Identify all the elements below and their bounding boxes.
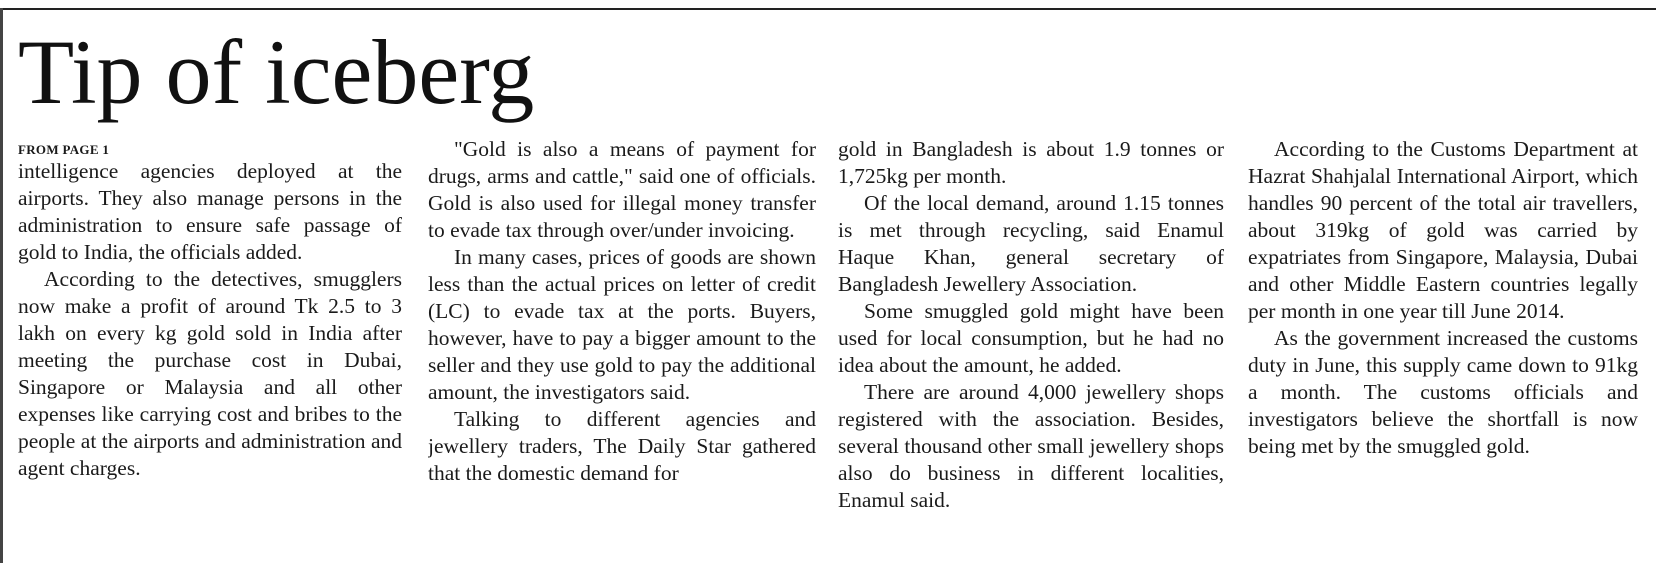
jump-label: FROM PAGE 1 [18,142,110,157]
column-3 [838,136,1224,556]
paragraph: As the government increased the customs duty in June, this supply came down to 91kg a month. The customs officials and investigators believe the shortfall is now being met by the smuggled gold. [1248,326,1638,458]
paragraph: gold in Bangladesh is about 1.9 tonnes or 1,725kg per month. [838,137,1224,188]
left-rule [0,8,3,563]
paragraph: Of the local demand, around 1.15 tonnes is met through recycling, said Enamul Haque Khan, general secretary of Bangladesh Jewellery Association. [838,191,1224,296]
column-1 [18,136,402,556]
headline: Tip of iceberg [18,21,535,123]
paragraph: In many cases, prices of goods are shown less than the actual prices on letter of credit (LC) to evade tax at the ports. Buyers, however, have to pay a bigger amount to the seller and they use gold to pay the additional amount, the investigators said. [428,245,816,404]
paragraph: According to the Customs Department at Hazrat Shahjalal International Airport, which handles 90 percent of the total air travellers, about 319kg of gold was carried by expatriates from Singapore, Malaysia, Dubai and other Middle Eastern countries legally per month in one year till June 2014. [1248,137,1638,323]
paragraph: There are around 4,000 jewellery shops registered with the association. Besides, several thousand other small jewellery shops also do business in different localities, Enamul said. [838,380,1224,512]
paragraph: Talking to different agencies and jewellery traders, The Daily Star gathered that the domestic demand for [428,407,816,485]
column-4 [1248,136,1638,556]
paragraph: intelligence agencies deployed at the airports. They also manage persons in the administration to ensure safe passage of gold to India, the officials added. [18,159,402,264]
paragraph: "Gold is also a means of payment for drugs, arms and cattle," said one of officials. Gold is also used for illegal money transfer to evade tax through over/under invoicing. [428,137,816,242]
top-rule [0,8,1656,10]
paragraph: According to the detectives, smugglers now make a profit of around Tk 2.5 to 3 lakh on every kg gold sold in India after meeting the purchase cost in Dubai, Singapore or Malaysia and all other expenses like carrying cost and bribes to the people at the airports and administration and agent charges. [18,267,402,480]
paragraph: Some smuggled gold might have been used for local consumption, but he had no idea about the amount, he added. [838,299,1224,377]
column-2 [428,136,816,556]
